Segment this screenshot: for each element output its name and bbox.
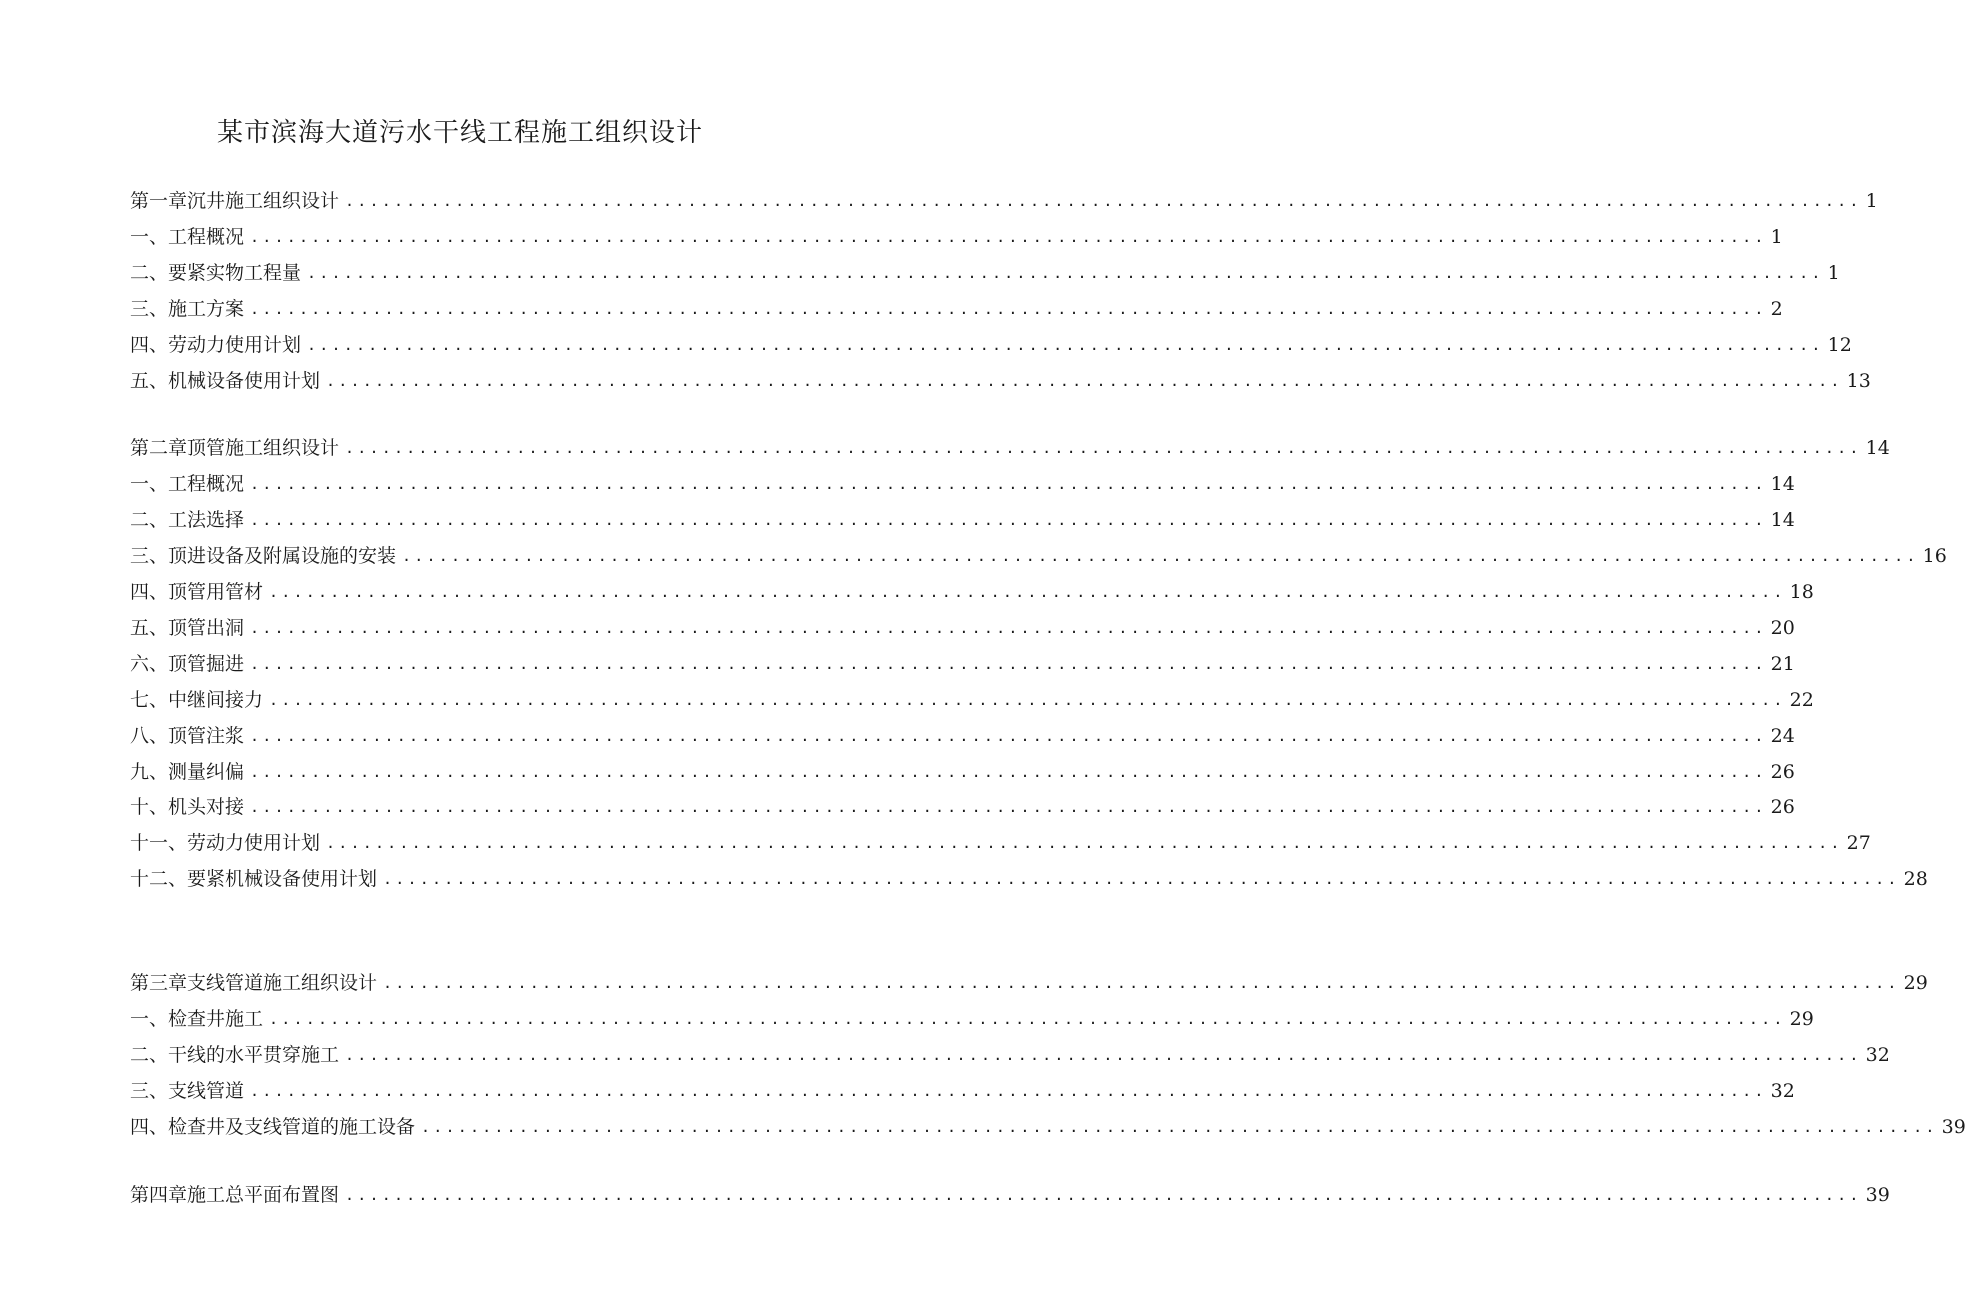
dot-leader: ............................................................................................................................ (250, 1082, 1767, 1100)
dot-leader: ............................................................................................................................ (383, 974, 1900, 992)
toc-page-number: 29 (1903, 972, 1928, 994)
toc-entry[interactable] (130, 721, 1795, 751)
toc-entry[interactable] (130, 828, 1871, 858)
toc-page-number: 26 (1770, 761, 1795, 783)
document-title: 某市滨海大道污水干线工程施工组织设计 (216, 118, 703, 148)
toc-entry-label: 二、要紧实物工程量 (130, 262, 302, 284)
toc-entry-label: 第四章施工总平面布置图 (130, 1184, 340, 1206)
toc-entry-label: 第三章支线管道施工组织设计 (130, 972, 378, 994)
dot-leader: ............................................................................................................................ (250, 763, 1767, 781)
toc-page-number: 32 (1770, 1080, 1795, 1102)
dot-leader: ............................................................................................................................ (383, 870, 1900, 888)
dot-leader: ............................................................................................................................ (307, 264, 1824, 282)
toc-page-number: 27 (1846, 832, 1871, 854)
toc-entry-label: 四、检查井及支线管道的施工设备 (130, 1116, 416, 1138)
toc-entry-label: 七、中继间接力 (130, 689, 264, 711)
toc-page-number: 13 (1846, 370, 1871, 392)
toc-entry-label: 十一、劳动力使用计划 (130, 832, 321, 854)
toc-entry[interactable] (130, 577, 1814, 607)
toc-entry[interactable] (130, 1040, 1890, 1070)
toc-page-number: 32 (1865, 1044, 1890, 1066)
toc-entry[interactable] (130, 541, 1947, 571)
toc-entry-label: 一、检查井施工 (130, 1008, 264, 1030)
dot-leader: ............................................................................................................................ (345, 192, 1862, 210)
toc-entry[interactable] (130, 1076, 1795, 1106)
toc-entry-label: 二、干线的水平贯穿施工 (130, 1044, 340, 1066)
toc-entry-label: 四、劳动力使用计划 (130, 334, 302, 356)
dot-leader: ............................................................................................................................ (250, 228, 1767, 246)
toc-entry[interactable] (130, 505, 1795, 535)
toc-entry-label: 第二章顶管施工组织设计 (130, 437, 340, 459)
toc-page-number: 22 (1789, 689, 1814, 711)
toc-entry-label: 五、顶管出洞 (130, 617, 245, 639)
toc-entry-label: 十、机头对接 (130, 796, 245, 818)
toc-page-number: 28 (1903, 868, 1928, 890)
toc-page-number: 18 (1789, 581, 1814, 603)
toc-page-number: 14 (1770, 509, 1795, 531)
toc-entry-label: 九、测量纠偏 (130, 761, 245, 783)
toc-entry[interactable] (130, 469, 1795, 499)
toc-entry-label: 三、支线管道 (130, 1080, 245, 1102)
toc-entry[interactable] (130, 330, 1852, 360)
dot-leader: ............................................................................................................................ (269, 691, 1786, 709)
toc-entry-label: 八、顶管注浆 (130, 725, 245, 747)
dot-leader: ............................................................................................................................ (250, 619, 1767, 637)
toc-entry[interactable] (130, 258, 1840, 288)
dot-leader: ............................................................................................................................ (345, 439, 1862, 457)
dot-leader: ............................................................................................................................ (250, 798, 1767, 816)
toc-entry[interactable] (130, 222, 1783, 252)
toc-page-number: 20 (1770, 617, 1795, 639)
toc-page-number: 26 (1770, 796, 1795, 818)
toc-page-number: 2 (1770, 298, 1783, 320)
dot-leader: ............................................................................................................................ (307, 336, 1824, 354)
toc-entry-label: 一、工程概况 (130, 473, 245, 495)
toc-entry[interactable] (130, 1004, 1814, 1034)
toc-page-number: 24 (1770, 725, 1795, 747)
toc-page-number: 12 (1827, 334, 1852, 356)
toc-entry[interactable] (130, 864, 1928, 894)
dot-leader: ............................................................................................................................ (345, 1046, 1862, 1064)
toc-chapter-2-heading[interactable] (130, 433, 1890, 463)
dot-leader: ............................................................................................................................ (345, 1186, 1862, 1204)
toc-entry-label: 一、工程概况 (130, 226, 245, 248)
toc-page-number: 14 (1865, 437, 1890, 459)
toc-entry[interactable] (130, 685, 1814, 715)
toc-entry[interactable] (130, 1112, 1966, 1142)
toc-entry[interactable] (130, 366, 1871, 396)
toc-page-number: 29 (1789, 1008, 1814, 1030)
toc-page-number: 1 (1770, 226, 1783, 248)
dot-leader: ............................................................................................................................ (269, 583, 1786, 601)
toc-entry[interactable] (130, 757, 1795, 787)
dot-leader: ............................................................................................................................ (402, 547, 1919, 565)
toc-entry-label: 三、顶进设备及附属设施的安装 (130, 545, 397, 567)
toc-entry[interactable] (130, 613, 1795, 643)
toc-chapter-3-heading[interactable] (130, 968, 1928, 998)
dot-leader: ............................................................................................................................ (250, 727, 1767, 745)
dot-leader: ............................................................................................................................ (269, 1010, 1786, 1028)
toc-entry[interactable] (130, 649, 1795, 679)
toc-page-number: 1 (1865, 190, 1878, 212)
toc-entry-label: 三、施工方案 (130, 298, 245, 320)
dot-leader: ............................................................................................................................ (250, 655, 1767, 673)
toc-chapter-1-heading[interactable] (130, 186, 1878, 216)
toc-page-number: 39 (1865, 1184, 1890, 1206)
toc-entry-label: 四、顶管用管材 (130, 581, 264, 603)
dot-leader: ............................................................................................................................ (326, 834, 1843, 852)
dot-leader: ............................................................................................................................ (250, 300, 1767, 318)
toc-entry-label: 二、工法选择 (130, 509, 245, 531)
toc-entry-label: 五、机械设备使用计划 (130, 370, 321, 392)
toc-entry-label: 第一章沉井施工组织设计 (130, 190, 340, 212)
toc-page-number: 21 (1770, 653, 1795, 675)
dot-leader: ............................................................................................................................ (326, 372, 1843, 390)
toc-entry[interactable] (130, 792, 1795, 822)
dot-leader: ............................................................................................................................ (421, 1118, 1938, 1136)
toc-entry-label: 十二、要紧机械设备使用计划 (130, 868, 378, 890)
toc-page-number: 39 (1941, 1116, 1966, 1138)
toc-page-number: 1 (1827, 262, 1840, 284)
dot-leader: ............................................................................................................................ (250, 475, 1767, 493)
toc-page-number: 14 (1770, 473, 1795, 495)
toc-entry[interactable] (130, 294, 1783, 324)
toc-chapter-4-heading[interactable] (130, 1180, 1890, 1210)
dot-leader: ............................................................................................................................ (250, 511, 1767, 529)
toc-page-number: 16 (1922, 545, 1947, 567)
toc-entry-label: 六、顶管掘进 (130, 653, 245, 675)
